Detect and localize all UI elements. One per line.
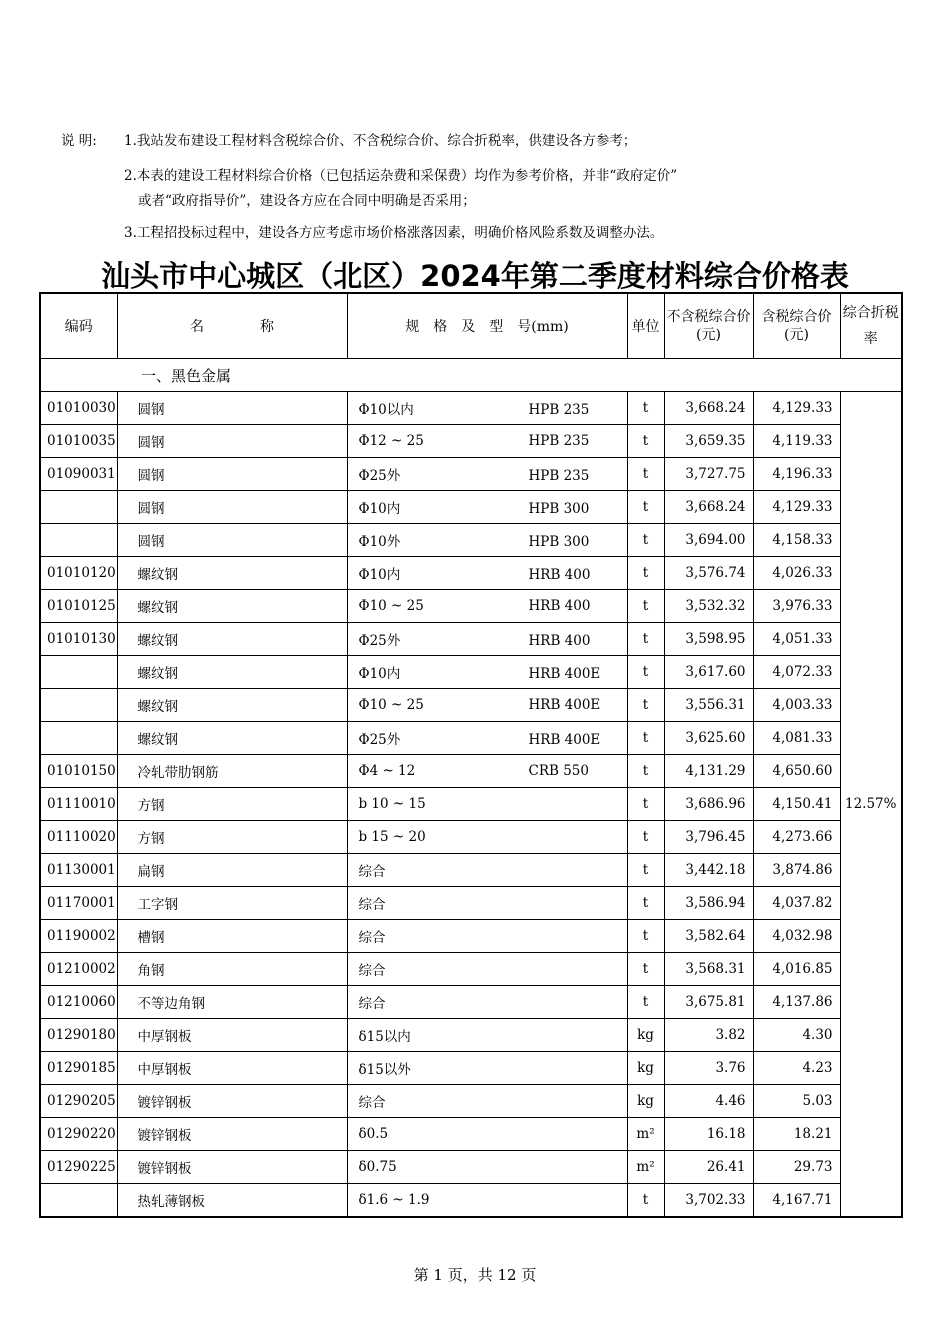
spec-size: Φ10 ~ 25: [358, 697, 424, 713]
cell-name: 螺纹钢: [117, 722, 347, 755]
cell-spec: [347, 524, 627, 557]
cell-name: 螺纹钢: [117, 590, 347, 623]
spec-size: Φ25外: [358, 633, 401, 649]
notes-label: 说 明:: [61, 133, 97, 149]
cell-price-ex-tax: 3,556.31: [664, 689, 753, 722]
spec-size: δ0.5: [358, 1126, 389, 1142]
cell-code: [40, 524, 117, 557]
cell-price-inc-tax: 4,273.66: [753, 821, 840, 854]
cell-name: 圆钢: [117, 458, 347, 491]
cell-code: 01290205: [40, 1085, 117, 1118]
cell-unit: t: [627, 656, 664, 689]
cell-price-inc-tax: 4,051.33: [753, 623, 840, 656]
cell-name: 方钢: [117, 821, 347, 854]
table-row: [40, 590, 902, 623]
cell-code: [40, 722, 117, 755]
cell-price-inc-tax: 4.30: [753, 1019, 840, 1052]
cell-spec: [347, 1184, 627, 1218]
cell-spec: [347, 920, 627, 953]
cell-name: 螺纹钢: [117, 656, 347, 689]
cell-tax-rate: 12.57%: [840, 392, 902, 1218]
cell-spec: [347, 656, 627, 689]
cell-price-inc-tax: 4.23: [753, 1052, 840, 1085]
cell-price-inc-tax: 4,150.41: [753, 788, 840, 821]
cell-name: 不等边角钢: [117, 986, 347, 1019]
cell-name: 圆钢: [117, 392, 347, 425]
cell-price-ex-tax: 3.76: [664, 1052, 753, 1085]
cell-unit: t: [627, 557, 664, 590]
page-footer: 第 1 页，共 12 页: [413, 1266, 537, 1284]
cell-price-ex-tax: 3,568.31: [664, 953, 753, 986]
cell-price-inc-tax: 5.03: [753, 1085, 840, 1118]
cell-code: 01110020: [40, 821, 117, 854]
cell-name: 螺纹钢: [117, 689, 347, 722]
cell-unit: t: [627, 722, 664, 755]
table-row: [40, 1085, 902, 1118]
cell-name: 圆钢: [117, 491, 347, 524]
table-row: [40, 623, 902, 656]
cell-spec: [347, 953, 627, 986]
cell-code: 01010130: [40, 623, 117, 656]
spec-grade: HPB 300: [528, 534, 590, 550]
cell-code: 01010125: [40, 590, 117, 623]
spec-size: b 15 ~ 20: [358, 829, 426, 845]
cell-name: 冷轧带肋钢筋: [117, 755, 347, 788]
cell-name: 中厚钢板: [117, 1019, 347, 1052]
table-header-row: [40, 293, 902, 359]
spec-size: Φ12 ~ 25: [358, 433, 424, 449]
cell-name: 圆钢: [117, 425, 347, 458]
spec-size: δ0.75: [358, 1159, 397, 1175]
cell-name: 中厚钢板: [117, 1052, 347, 1085]
table-row: [40, 1184, 902, 1218]
cell-price-inc-tax: 4,129.33: [753, 491, 840, 524]
cell-price-inc-tax: 4,037.82: [753, 887, 840, 920]
cell-code: 01290220: [40, 1118, 117, 1151]
price-table: [39, 292, 903, 1218]
table-row: [40, 491, 902, 524]
cell-price-ex-tax: 3,694.00: [664, 524, 753, 557]
cell-spec: [347, 788, 627, 821]
cell-price-inc-tax: 4,650.60: [753, 755, 840, 788]
header-price-inc-tax: 含税综合价(元): [753, 293, 840, 359]
spec-size: δ15以内: [358, 1029, 411, 1045]
cell-price-inc-tax: 4,016.85: [753, 953, 840, 986]
cell-code: 01170001: [40, 887, 117, 920]
spec-size: δ15以外: [358, 1062, 411, 1078]
cell-price-inc-tax: 4,196.33: [753, 458, 840, 491]
cell-spec: [347, 590, 627, 623]
spec-grade: HPB 300: [528, 501, 590, 517]
cell-spec: [347, 1052, 627, 1085]
table-row: [40, 1151, 902, 1184]
table-row: [40, 458, 902, 491]
cell-spec: [347, 1151, 627, 1184]
spec-size: 综合: [358, 963, 386, 979]
cell-name: 镀锌钢板: [117, 1151, 347, 1184]
cell-code: 01010120: [40, 557, 117, 590]
cell-unit: m²: [627, 1151, 664, 1184]
cell-price-ex-tax: 4.46: [664, 1085, 753, 1118]
section-row: [40, 359, 902, 392]
cell-name: 镀锌钢板: [117, 1085, 347, 1118]
cell-code: 01010035: [40, 425, 117, 458]
table-row: [40, 1019, 902, 1052]
cell-spec: [347, 986, 627, 1019]
cell-code: 01010030: [40, 392, 117, 425]
cell-price-ex-tax: 3,675.81: [664, 986, 753, 1019]
cell-price-inc-tax: 4,129.33: [753, 392, 840, 425]
cell-unit: t: [627, 524, 664, 557]
cell-price-ex-tax: 3,586.94: [664, 887, 753, 920]
cell-unit: t: [627, 920, 664, 953]
table-row: [40, 887, 902, 920]
cell-price-inc-tax: 4,137.86: [753, 986, 840, 1019]
spec-size: Φ10以内: [358, 402, 414, 418]
header-name: 名 称: [117, 293, 347, 359]
cell-price-inc-tax: 4,081.33: [753, 722, 840, 755]
table-row: [40, 656, 902, 689]
cell-spec: [347, 887, 627, 920]
cell-code: 01210060: [40, 986, 117, 1019]
spec-size: Φ10内: [358, 501, 401, 517]
cell-price-inc-tax: 18.21: [753, 1118, 840, 1151]
table-row: [40, 425, 902, 458]
cell-price-inc-tax: 3,976.33: [753, 590, 840, 623]
cell-unit: t: [627, 755, 664, 788]
section-label: 一、黑色金属: [40, 359, 902, 392]
cell-price-ex-tax: 3,576.74: [664, 557, 753, 590]
cell-code: 01290180: [40, 1019, 117, 1052]
spec-grade: HRB 400E: [528, 666, 601, 682]
cell-unit: t: [627, 425, 664, 458]
cell-price-inc-tax: 4,167.71: [753, 1184, 840, 1218]
cell-price-ex-tax: 3,598.95: [664, 623, 753, 656]
spec-size: Φ10外: [358, 534, 401, 550]
cell-code: 01290225: [40, 1151, 117, 1184]
cell-spec: [347, 821, 627, 854]
cell-price-ex-tax: 3,668.24: [664, 491, 753, 524]
cell-unit: t: [627, 623, 664, 656]
cell-name: 方钢: [117, 788, 347, 821]
table-row: [40, 821, 902, 854]
cell-price-ex-tax: 3,625.60: [664, 722, 753, 755]
header-code: 编码: [40, 293, 117, 359]
cell-unit: t: [627, 590, 664, 623]
note-line-2: 2.本表的建设工程材料综合价格（已包括运杂费和采保费）均作为参考价格，并非“政府定价”: [124, 168, 678, 184]
spec-size: Φ10 ~ 25: [358, 598, 424, 614]
cell-spec: [347, 623, 627, 656]
table-row: [40, 392, 902, 425]
cell-unit: t: [627, 887, 664, 920]
cell-price-ex-tax: 3,702.33: [664, 1184, 753, 1218]
cell-unit: t: [627, 986, 664, 1019]
cell-code: 01130001: [40, 854, 117, 887]
table-row: [40, 722, 902, 755]
table-row: [40, 1118, 902, 1151]
cell-code: [40, 491, 117, 524]
cell-code: [40, 656, 117, 689]
cell-name: 槽钢: [117, 920, 347, 953]
cell-unit: t: [627, 953, 664, 986]
cell-code: 01110010: [40, 788, 117, 821]
spec-size: b 10 ~ 15: [358, 796, 426, 812]
cell-spec: [347, 392, 627, 425]
cell-unit: kg: [627, 1052, 664, 1085]
cell-spec: [347, 425, 627, 458]
spec-size: 综合: [358, 864, 386, 880]
cell-name: 圆钢: [117, 524, 347, 557]
cell-price-ex-tax: 3,582.64: [664, 920, 753, 953]
cell-spec: [347, 722, 627, 755]
cell-price-inc-tax: 3,874.86: [753, 854, 840, 887]
cell-unit: t: [627, 854, 664, 887]
cell-price-ex-tax: 3,796.45: [664, 821, 753, 854]
cell-unit: kg: [627, 1019, 664, 1052]
table-row: [40, 788, 902, 821]
cell-name: 螺纹钢: [117, 557, 347, 590]
cell-price-ex-tax: 16.18: [664, 1118, 753, 1151]
cell-unit: kg: [627, 1085, 664, 1118]
page-title: 汕头市中心城区（北区）2024年第二季度材料综合价格表: [101, 259, 849, 293]
cell-price-ex-tax: 3,727.75: [664, 458, 753, 491]
cell-spec: [347, 1019, 627, 1052]
cell-price-inc-tax: 4,003.33: [753, 689, 840, 722]
cell-unit: t: [627, 788, 664, 821]
spec-size: 综合: [358, 996, 386, 1012]
cell-spec: [347, 1085, 627, 1118]
spec-size: δ1.6 ~ 1.9: [358, 1192, 430, 1208]
spec-grade: HRB 400: [528, 633, 591, 649]
spec-grade: HRB 400: [528, 567, 591, 583]
table-row: [40, 1052, 902, 1085]
spec-grade: HRB 400E: [528, 697, 601, 713]
cell-price-ex-tax: 3,686.96: [664, 788, 753, 821]
cell-price-ex-tax: 3,442.18: [664, 854, 753, 887]
spec-size: Φ10内: [358, 666, 401, 682]
spec-size: 综合: [358, 897, 386, 913]
cell-spec: [347, 458, 627, 491]
note-line-3: 3.工程招投标过程中，建设各方应考虑市场价格涨落因素，明确价格风险系数及调整办法。: [124, 225, 664, 241]
cell-price-ex-tax: 4,131.29: [664, 755, 753, 788]
spec-size: Φ25外: [358, 732, 401, 748]
cell-price-inc-tax: 4,119.33: [753, 425, 840, 458]
cell-spec: [347, 491, 627, 524]
table-row: [40, 524, 902, 557]
cell-price-inc-tax: 29.73: [753, 1151, 840, 1184]
cell-unit: m²: [627, 1118, 664, 1151]
cell-spec: [347, 689, 627, 722]
header-price-ex-tax: 不含税综合价(元): [664, 293, 753, 359]
cell-price-ex-tax: 3,668.24: [664, 392, 753, 425]
table-row: [40, 920, 902, 953]
table-row: [40, 557, 902, 590]
spec-grade: HRB 400E: [528, 732, 601, 748]
table-row: [40, 755, 902, 788]
spec-grade: CRB 550: [528, 763, 589, 779]
cell-unit: t: [627, 821, 664, 854]
cell-name: 角钢: [117, 953, 347, 986]
spec-size: Φ25外: [358, 468, 401, 484]
cell-price-ex-tax: 3.82: [664, 1019, 753, 1052]
cell-price-inc-tax: 4,072.33: [753, 656, 840, 689]
cell-code: 01210002: [40, 953, 117, 986]
cell-price-ex-tax: 3,617.60: [664, 656, 753, 689]
header-tax-rate: 综合折税率: [840, 293, 902, 359]
cell-name: 镀锌钢板: [117, 1118, 347, 1151]
cell-code: [40, 689, 117, 722]
table-row: [40, 689, 902, 722]
cell-price-inc-tax: 4,158.33: [753, 524, 840, 557]
spec-grade: HPB 235: [528, 402, 590, 418]
cell-spec: [347, 1118, 627, 1151]
cell-unit: t: [627, 392, 664, 425]
cell-price-ex-tax: 3,532.32: [664, 590, 753, 623]
cell-unit: t: [627, 1184, 664, 1218]
cell-spec: [347, 854, 627, 887]
note-line-2b: 或者“政府指导价”，建设各方应在合同中明确是否采用；: [138, 193, 476, 209]
cell-name: 工字钢: [117, 887, 347, 920]
table-row: [40, 854, 902, 887]
spec-size: Φ4 ~ 12: [358, 763, 416, 779]
cell-code: 01010150: [40, 755, 117, 788]
spec-size: Φ10内: [358, 567, 401, 583]
table-row: [40, 953, 902, 986]
cell-spec: [347, 557, 627, 590]
spec-grade: HPB 235: [528, 433, 590, 449]
cell-name: 扁钢: [117, 854, 347, 887]
note-line-1: 1.我站发布建设工程材料含税综合价、不含税综合价、综合折税率，供建设各方参考；: [124, 133, 637, 149]
cell-code: [40, 1184, 117, 1218]
cell-price-inc-tax: 4,032.98: [753, 920, 840, 953]
cell-name: 热轧薄钢板: [117, 1184, 347, 1218]
spec-size: 综合: [358, 1095, 386, 1111]
spec-size: 综合: [358, 930, 386, 946]
cell-unit: t: [627, 491, 664, 524]
cell-spec: [347, 755, 627, 788]
spec-grade: HRB 400: [528, 598, 591, 614]
table-row: [40, 986, 902, 1019]
cell-name: 螺纹钢: [117, 623, 347, 656]
header-unit: 单位: [627, 293, 664, 359]
cell-price-ex-tax: 26.41: [664, 1151, 753, 1184]
cell-code: 01190002: [40, 920, 117, 953]
cell-unit: t: [627, 458, 664, 491]
cell-price-inc-tax: 4,026.33: [753, 557, 840, 590]
header-spec: 规 格 及 型 号(mm): [347, 293, 627, 359]
cell-code: 01290185: [40, 1052, 117, 1085]
cell-code: 01090031: [40, 458, 117, 491]
cell-price-ex-tax: 3,659.35: [664, 425, 753, 458]
spec-grade: HPB 235: [528, 468, 590, 484]
cell-unit: t: [627, 689, 664, 722]
